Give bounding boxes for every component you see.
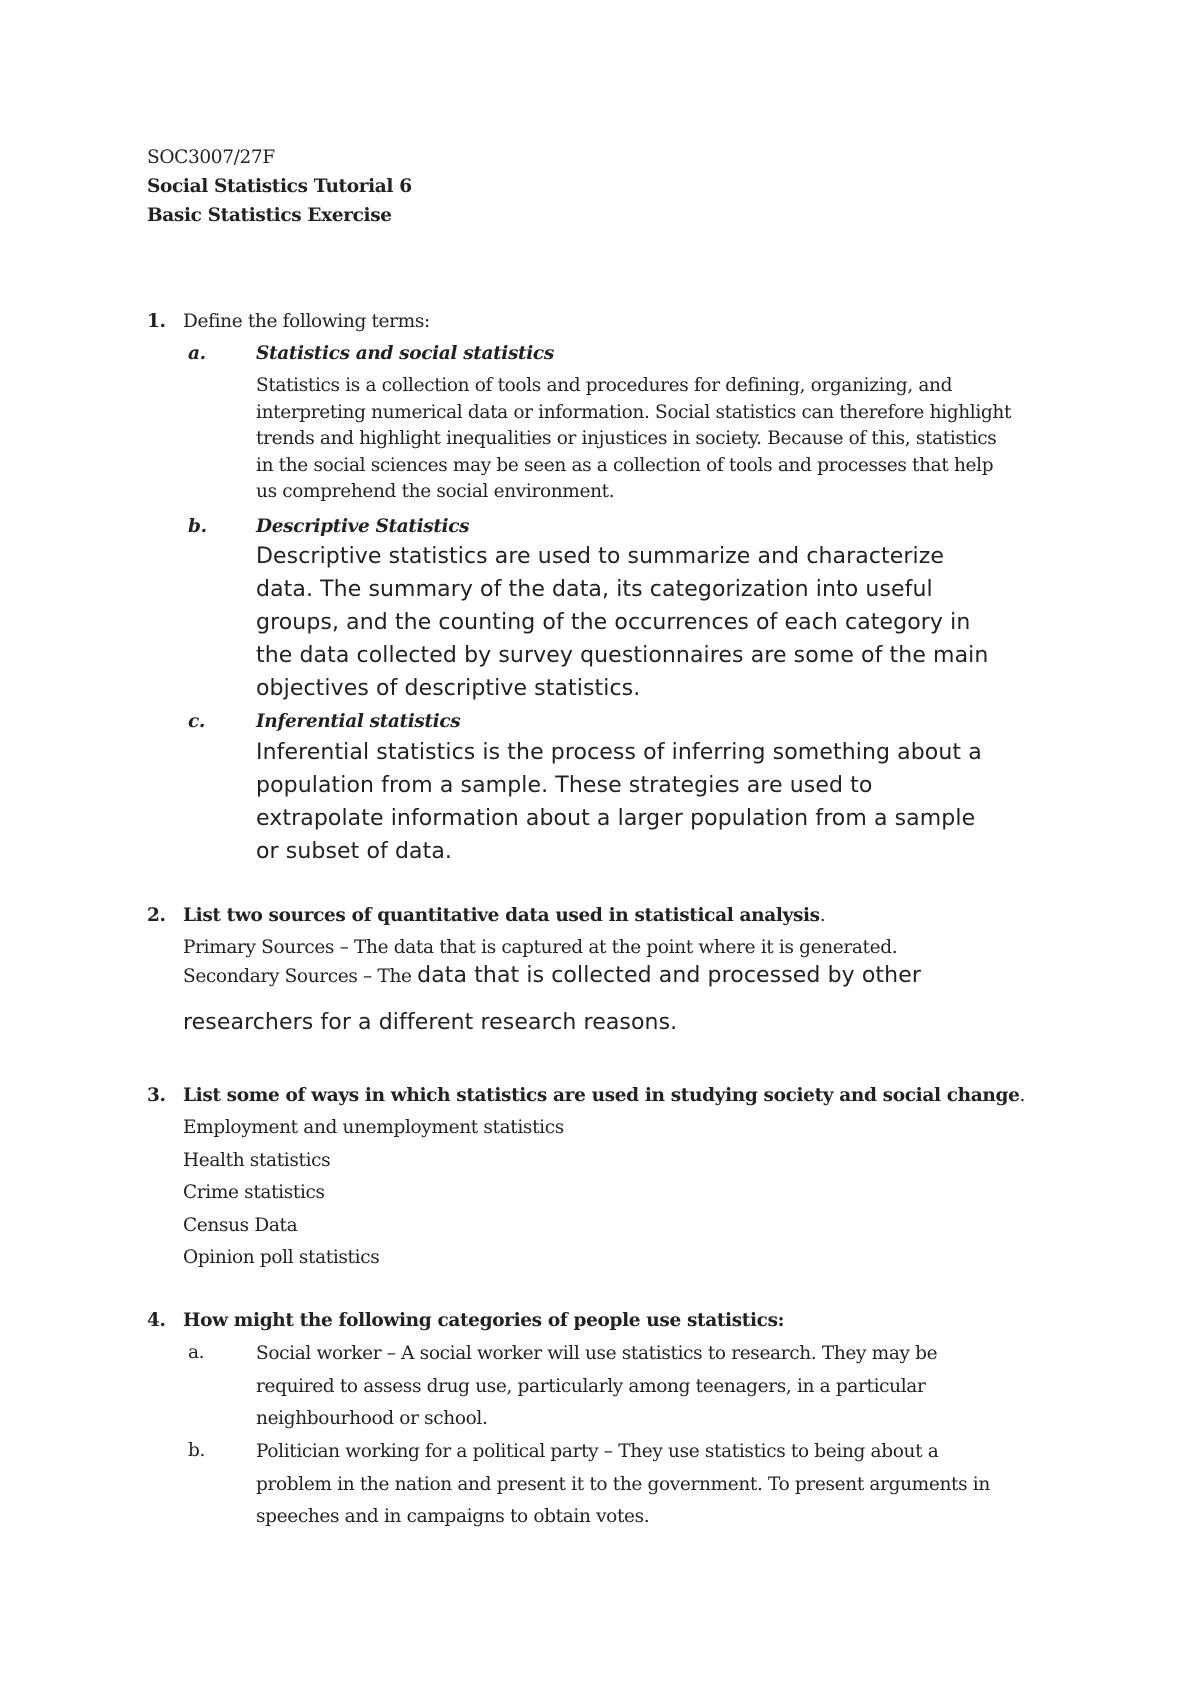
- sub-title: Descriptive Statistics: [256, 516, 470, 537]
- document-header: [147, 143, 412, 230]
- question-number: 3.: [147, 1085, 166, 1106]
- sub-letter: a.: [188, 343, 206, 364]
- question-number: 4.: [147, 1310, 166, 1331]
- list-item: Health statistics: [183, 1149, 331, 1171]
- question-prompt-text: List some of ways in which statistics are used in studying society and social change: [183, 1085, 1020, 1106]
- sub-answer: [256, 1338, 1076, 1436]
- sub-letter: b.: [188, 1440, 206, 1461]
- secondary-rest: data that is collected and processed by other: [417, 963, 921, 988]
- question-prompt-text: List two sources of quantitative data used in statistical analysis: [183, 905, 820, 926]
- question-prompt: [183, 905, 1083, 926]
- answer-line: or subset of data.: [256, 839, 453, 864]
- answer-line: Social worker – A social worker will use statistics to research. They may be: [256, 1343, 938, 1364]
- sub-letter: b.: [188, 516, 207, 537]
- question-number: 1.: [147, 311, 166, 332]
- secondary-line-2: researchers for a different research reasons.: [183, 1010, 678, 1035]
- answer-line: required to assess drug use, particularly among teenagers, in a particular: [256, 1375, 926, 1397]
- answer-line: problem in the nation and present it to the government. To present arguments in: [256, 1473, 990, 1495]
- question-prompt: [183, 1085, 1083, 1106]
- sub-answer: [256, 373, 1076, 506]
- primary-sources: Primary Sources – The data that is captured at the point where it is generated.: [183, 937, 898, 958]
- answer-line: neighbourhood or school.: [256, 1408, 488, 1429]
- answer-line: Descriptive statistics are used to summarize and characterize: [256, 544, 945, 569]
- answer-line: speeches and in campaigns to obtain votes.: [256, 1506, 650, 1527]
- question-prompt: Define the following terms:: [183, 311, 430, 332]
- answer-line: extrapolate information about a larger population from a sample: [256, 806, 976, 831]
- answer-line: in the social sciences may be seen as a collection of tools and processes that help: [256, 454, 994, 476]
- list-item: Employment and unemployment statistics: [183, 1117, 564, 1138]
- sub-answer: [256, 1436, 1076, 1534]
- secondary-prefix: Secondary Sources – The: [183, 966, 418, 987]
- answer-line: the data collected by survey questionnaires are some of the main: [256, 643, 989, 668]
- answer-line: interpreting numerical data or information. Social statistics can therefore highlight: [256, 401, 1012, 423]
- answer-line: Statistics is a collection of tools and procedures for defining, organizing, and: [256, 375, 953, 396]
- document-title: Social Statistics Tutorial 6: [147, 176, 412, 197]
- answer-line: trends and highlight inequalities or injustices in society. Because of this, statistics: [256, 428, 997, 449]
- course-code: SOC3007/27F: [147, 147, 275, 168]
- sub-title: Inferential statistics: [256, 711, 461, 732]
- document-subtitle: Basic Statistics Exercise: [147, 205, 392, 226]
- usage-list: [183, 1112, 1083, 1275]
- answer-line: Politician working for a political party – They use statistics to being about a: [256, 1441, 939, 1462]
- sub-letter: c.: [188, 711, 206, 732]
- question-prompt-end: .: [1019, 1085, 1026, 1106]
- answer-line: groups, and the counting of the occurrences of each category in: [256, 610, 971, 635]
- answer-line: us comprehend the social environment.: [256, 481, 615, 502]
- list-item: Opinion poll statistics: [183, 1247, 380, 1268]
- answer-line: Inferential statistics is the process of inferring something about a: [256, 740, 982, 765]
- sub-title: Statistics and social statistics: [256, 343, 554, 364]
- sub-answer: [256, 736, 1076, 868]
- answer-line: objectives of descriptive statistics.: [256, 676, 641, 701]
- answer-line: population from a sample. These strategies are used to: [256, 773, 873, 798]
- sub-letter: a.: [188, 1342, 205, 1363]
- sub-answer: [256, 540, 1076, 705]
- question-number: 2.: [147, 905, 166, 926]
- question-prompt-end: .: [819, 905, 826, 926]
- list-item: Census Data: [183, 1214, 298, 1236]
- secondary-sources: [183, 963, 1083, 988]
- list-item: Crime statistics: [183, 1182, 325, 1203]
- question-prompt: How might the following categories of people use statistics:: [183, 1310, 785, 1331]
- answer-line: data. The summary of the data, its categorization into useful: [256, 577, 933, 602]
